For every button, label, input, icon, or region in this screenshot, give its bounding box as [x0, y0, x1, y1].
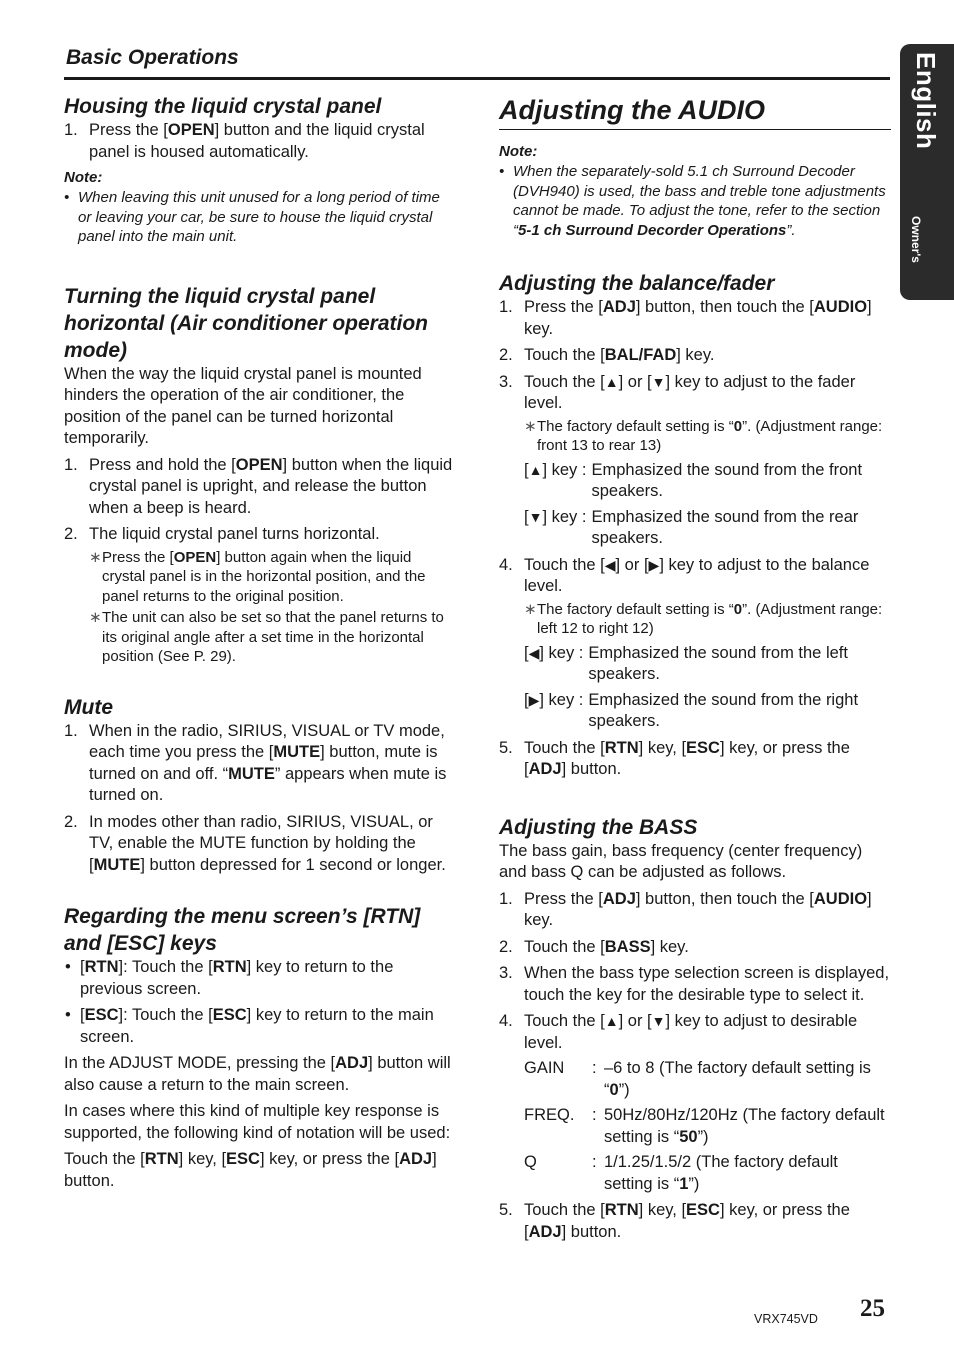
page-title: Adjusting the AUDIO	[499, 93, 891, 130]
step-number: 1.	[64, 721, 78, 740]
text: ] button will also cause a return to the main screen.	[64, 1054, 451, 1094]
key-name: ADJ	[528, 760, 562, 778]
key-name: ESC	[686, 1201, 720, 1219]
text: ] key.	[676, 346, 715, 364]
step-number: 2.	[499, 937, 513, 956]
turning-title: Turning the liquid crystal panel horizontal (Air conditioner operation mode)	[64, 284, 428, 362]
text: Touch the [	[524, 372, 605, 391]
text: ] key :	[542, 507, 587, 526]
text: The unit can also be set so that the panel returns to its original angle after a set time in the horizontal position (See P. 29).	[102, 609, 444, 665]
text: ] key :	[539, 643, 584, 662]
down-arrow-icon: ▼	[651, 373, 666, 390]
step-number: 3.	[499, 964, 513, 982]
text: ”. (Adjustment range: left 12 to right 12)	[537, 600, 883, 637]
model-number: VRX745VD	[754, 1312, 818, 1326]
text: ] key.	[524, 889, 872, 929]
setting-desc	[604, 1105, 891, 1148]
colon: :	[592, 1106, 597, 1124]
key-name: AUDIO	[813, 889, 868, 908]
key-name: OPEN	[173, 548, 217, 566]
text: ] key to adjust to desirable level.	[524, 1012, 858, 1052]
text: ] key, [	[638, 738, 687, 757]
down-arrow-icon: ▼	[528, 508, 543, 525]
text: Touch the [	[64, 1150, 145, 1168]
header-rule	[64, 77, 890, 80]
text: ] key, [	[638, 1201, 687, 1219]
key-name: ESC	[212, 1006, 247, 1024]
text: The factory default setting is “	[537, 417, 734, 435]
text: ] key to return to the main screen.	[80, 1006, 434, 1046]
bracket: [	[524, 690, 529, 709]
language-tab	[883, 44, 954, 300]
bullet: •	[65, 1006, 71, 1024]
default-value: 0	[733, 600, 743, 618]
text: ] key, [	[178, 1150, 227, 1168]
list-item	[64, 120, 456, 163]
asterisk-note	[89, 608, 456, 667]
mute-steps	[64, 721, 456, 877]
step-number: 5.	[499, 738, 513, 757]
note-label: Note:	[499, 143, 538, 160]
step-number: 2.	[64, 525, 78, 543]
step-number: 1.	[499, 298, 513, 316]
asterisk: ∗	[89, 609, 102, 626]
left-column	[64, 93, 456, 1197]
key-name: ESC	[84, 1006, 119, 1024]
list-item	[499, 345, 891, 367]
asterisk-note	[524, 417, 891, 456]
text: Press the [	[102, 548, 174, 566]
list-item	[499, 738, 891, 781]
paragraph	[64, 1149, 456, 1192]
text: ] or [	[618, 1012, 652, 1030]
text: The factory default setting is “	[537, 600, 734, 618]
key-name: RTN	[84, 958, 119, 976]
text: ] button, then touch the [	[635, 889, 814, 908]
list-item	[64, 812, 456, 877]
up-arrow-icon: ▲	[604, 1013, 619, 1029]
text: ] key.	[524, 298, 872, 338]
setting-row	[524, 1152, 891, 1195]
asterisk-note	[89, 548, 456, 607]
text: Press the [	[524, 889, 603, 908]
key-name: ESC	[686, 738, 720, 757]
text: ] key to adjust to the balance level.	[524, 555, 870, 595]
language-tab-subtitle: Owner's manual	[883, 216, 923, 263]
text: In modes other than radio, SIRIUS, VISUAL, or TV, enable the MUTE function by holding the [	[89, 812, 433, 874]
text: ] button depressed for 1 second or longer.	[140, 855, 446, 874]
key-name: AUDIO	[813, 298, 868, 316]
default-value: 1	[679, 1174, 689, 1193]
text: ”)	[618, 1080, 630, 1099]
key-name: MUTE	[93, 855, 141, 874]
key-name: FAD	[643, 346, 677, 364]
text: When in the radio, SIRIUS, VISUAL or TV mode, each time you press the [	[89, 721, 445, 761]
housing-steps	[64, 120, 456, 163]
text: In the ADJUST MODE, pressing the [	[64, 1054, 336, 1072]
key-name: MUTE	[228, 764, 275, 783]
note-text	[64, 188, 456, 247]
text: 50Hz/80Hz/120Hz (The factory default setting is “	[604, 1106, 885, 1146]
key-name: RTN	[604, 1201, 639, 1219]
step-number: 3.	[499, 372, 513, 391]
key-desc: Emphasized the sound from the front speakers.	[591, 460, 863, 500]
key-name: ADJ	[602, 298, 636, 316]
key-name: ADJ	[399, 1150, 433, 1168]
list-item	[64, 524, 456, 667]
text: ] key, or press the [	[524, 1201, 850, 1241]
text: When the bass type selection screen is displayed, touch the key for the desirable type to select it.	[524, 964, 890, 1004]
key-name: ESC	[226, 1150, 260, 1168]
note-label: Note:	[64, 169, 103, 186]
left-arrow-icon: ◀	[604, 556, 616, 573]
asterisk: ∗	[524, 600, 537, 618]
language-tab-title: English	[911, 52, 941, 150]
note-text	[499, 162, 891, 240]
slash: /	[638, 346, 644, 364]
text: When the separately-sold 5.1 ch Surround Decoder (DVH940) is used, the bass and treble tone adjustments cannot be made. To adjust the tone, refer to the section “	[513, 163, 886, 239]
text: Touch the [	[524, 555, 605, 574]
asterisk: ∗	[524, 417, 537, 435]
text: ] button again when the liquid crystal panel is in the horizontal position, and the panel returns to the original position.	[102, 548, 426, 605]
key-name: ADJ	[602, 889, 636, 908]
key-name: BASS	[604, 937, 651, 956]
text: Touch the [	[524, 738, 605, 757]
list-item	[499, 1011, 891, 1195]
key-desc: Emphasized the sound from the right speakers.	[588, 690, 859, 730]
text: The liquid crystal panel turns horizontal.	[89, 525, 380, 543]
key-name: RTN	[212, 958, 247, 976]
step-number: 1.	[64, 121, 78, 139]
text: ] key :	[542, 460, 587, 479]
colon: :	[592, 1059, 597, 1077]
setting-label: FREQ.	[524, 1106, 575, 1124]
list-item	[499, 889, 891, 932]
bracket: [	[524, 507, 529, 526]
key-label	[524, 460, 586, 503]
setting-label: GAIN	[524, 1059, 565, 1077]
list-item	[499, 297, 891, 340]
balance-steps	[499, 297, 891, 781]
text: 1/1.25/1.5/2 (The factory default setting is “	[604, 1153, 838, 1193]
list-item	[499, 963, 891, 1006]
colon: :	[592, 1153, 597, 1171]
text: ] key to return to the previous screen.	[80, 958, 394, 998]
text: ] button, then touch the [	[635, 298, 814, 316]
list-item	[64, 957, 456, 1000]
balance-title: Adjusting the balance/fader	[499, 272, 775, 295]
paragraph: In cases where this kind of multiple key response is supported, the following kind of notation will be used:	[64, 1102, 451, 1142]
key-name: ADJ	[528, 1222, 562, 1241]
bracket: [	[524, 643, 529, 662]
bullet: •	[64, 189, 70, 206]
bass-intro: The bass gain, bass frequency (center frequency) and bass Q can be adjusted as follows.	[499, 841, 863, 881]
text: ] button.	[561, 760, 622, 778]
text: ]: Touch the [	[118, 1006, 213, 1024]
text: Touch the [	[524, 937, 605, 956]
down-arrow-icon: ▼	[651, 1013, 666, 1029]
key-name: OPEN	[235, 455, 283, 474]
mute-title: Mute	[64, 695, 113, 719]
text: ] key, or press the [	[259, 1150, 400, 1168]
text: ] or [	[618, 372, 652, 391]
text: Press and hold the [	[89, 455, 236, 474]
setting-desc	[604, 1152, 891, 1195]
key-desc: Emphasized the sound from the left speakers.	[588, 643, 848, 683]
step-number: 4.	[499, 1012, 513, 1030]
default-value: 0	[733, 417, 743, 435]
default-value: 0	[609, 1080, 619, 1099]
key-description	[524, 643, 891, 686]
housing-title: Housing the liquid crystal panel	[64, 95, 382, 118]
section-header: Basic Operations	[66, 46, 239, 69]
bass-steps	[499, 889, 891, 1244]
step-number: 1.	[64, 455, 78, 474]
text: When leaving this unit unused for a long period of time or leaving your car, be sure to house the liquid crystal panel into the main unit.	[78, 189, 440, 245]
key-name: BAL	[604, 346, 639, 364]
asterisk-note	[524, 600, 891, 639]
up-arrow-icon: ▲	[528, 461, 543, 478]
text: ] key to adjust to the fader level.	[524, 372, 856, 412]
bullet: •	[499, 163, 505, 180]
right-arrow-icon: ▶	[528, 691, 540, 708]
step-number: 2.	[499, 346, 513, 364]
up-arrow-icon: ▲	[604, 373, 619, 390]
key-name: ADJ	[335, 1054, 369, 1072]
key-description	[524, 507, 891, 550]
text: ”)	[688, 1174, 700, 1193]
key-name: MUTE	[273, 743, 321, 761]
step-number: 1.	[499, 889, 513, 908]
bullet: •	[65, 958, 71, 976]
text: ] button.	[561, 1222, 622, 1241]
right-arrow-icon: ▶	[648, 556, 660, 573]
step-number: 5.	[499, 1201, 513, 1219]
list-item	[64, 721, 456, 807]
key-label	[524, 643, 583, 686]
setting-label: Q	[524, 1153, 537, 1171]
text: ”)	[697, 1127, 709, 1146]
text: ] or [	[615, 555, 649, 574]
turning-steps	[64, 455, 456, 667]
text: Touch the [	[524, 1201, 605, 1219]
key-description	[524, 460, 891, 503]
list-item	[499, 937, 891, 959]
text: Touch the [	[524, 346, 605, 364]
key-name: OPEN	[167, 121, 215, 139]
list-item	[499, 372, 891, 550]
text: Press the [	[89, 121, 168, 139]
paragraph	[64, 1053, 456, 1096]
text: ] key.	[650, 937, 689, 956]
list-item	[499, 555, 891, 733]
text: ] button when the liquid crystal panel is upright, and release the button when a beep is heard.	[89, 455, 453, 517]
key-name: RTN	[144, 1150, 179, 1168]
bracket: [	[524, 460, 529, 479]
list-item	[64, 1005, 456, 1048]
text: ] key, or press the [	[524, 738, 850, 778]
text: ] button and the liquid crystal panel is housed automatically.	[89, 121, 425, 161]
key-description	[524, 690, 891, 733]
key-name: RTN	[604, 738, 639, 757]
key-desc: Emphasized the sound from the rear speakers.	[591, 507, 859, 547]
key-label	[524, 507, 586, 550]
bracket: [	[80, 958, 85, 976]
menu-keys-title: Regarding the menu screen’s [RTN] and [ESC] keys	[64, 905, 421, 955]
left-arrow-icon: ◀	[528, 644, 540, 661]
page-number: 25	[860, 1295, 885, 1322]
text: Touch the [	[524, 1012, 605, 1030]
text: ] button.	[64, 1150, 437, 1190]
setting-row	[524, 1105, 891, 1148]
asterisk: ∗	[89, 548, 102, 566]
list-item	[499, 1200, 891, 1243]
text: –6 to 8 (The factory default setting is “	[604, 1059, 871, 1099]
bracket: [	[80, 1006, 85, 1024]
text: Press the [	[524, 298, 603, 316]
setting-row	[524, 1058, 891, 1101]
text: ”. (Adjustment range: front 13 to rear 13)	[537, 417, 883, 454]
text: ]: Touch the [	[118, 958, 213, 976]
text: ” appears when mute is turned on.	[89, 764, 447, 804]
bass-title: Adjusting the BASS	[499, 815, 698, 839]
key-label	[524, 690, 583, 733]
right-column	[499, 93, 891, 1248]
default-value: 50	[679, 1127, 698, 1146]
turning-intro: When the way the liquid crystal panel is mounted hinders the operation of the air conditioner, the position of the panel can be turned horizontal temporarily.	[64, 364, 422, 447]
setting-desc	[604, 1058, 891, 1101]
text: ] key :	[539, 690, 584, 709]
step-number: 4.	[499, 555, 513, 574]
step-number: 2.	[64, 812, 78, 831]
list-item	[64, 455, 456, 520]
text: ] button, mute is turned on and off. “	[89, 743, 438, 783]
section-reference: 5-1 ch Surround Decorder Operations	[518, 221, 787, 239]
text: ”.	[786, 221, 796, 239]
